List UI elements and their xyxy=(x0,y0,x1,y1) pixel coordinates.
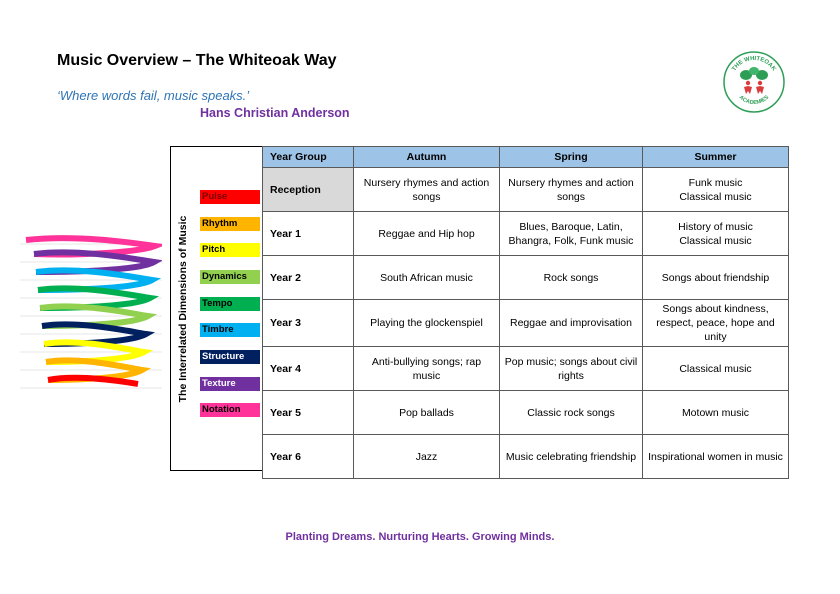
header-year-group: Year Group xyxy=(263,147,354,168)
dimension-dynamics: Dynamics xyxy=(200,270,260,284)
dimension-rhythm: Rhythm xyxy=(200,217,260,231)
dimension-notation: Notation xyxy=(200,403,260,417)
dimension-pitch: Pitch xyxy=(200,243,260,257)
year-cell: Year 3 xyxy=(263,300,354,347)
spring-cell: Music celebrating friendship xyxy=(500,435,643,479)
table-row xyxy=(263,212,789,256)
spring-cell: Classic rock songs xyxy=(500,391,643,435)
spring-cell: Nursery rhymes and action songs xyxy=(500,168,643,212)
dimensions-label: The Interrelated Dimensions of Music xyxy=(177,215,189,402)
year-cell: Year 4 xyxy=(263,347,354,391)
table-row xyxy=(263,391,789,435)
table-row xyxy=(263,435,789,479)
spring-cell: Blues, Baroque, Latin, Bhangra, Folk, Funk music xyxy=(500,212,643,256)
svg-text:THE WHITEOAK: THE WHITEOAK xyxy=(731,55,777,73)
summer-cell: Songs about friendship xyxy=(643,256,789,300)
autumn-cell: Playing the glockenspiel xyxy=(354,300,500,347)
autumn-cell: Nursery rhymes and action songs xyxy=(354,168,500,212)
quote-author: Hans Christian Anderson xyxy=(200,106,350,120)
table-row xyxy=(263,168,789,212)
header-autumn: Autumn xyxy=(354,147,500,168)
autumn-cell: Pop ballads xyxy=(354,391,500,435)
summer-cell: Motown music xyxy=(643,391,789,435)
autumn-cell: South African music xyxy=(354,256,500,300)
year-cell: Year 2 xyxy=(263,256,354,300)
dimensions-spiral-icon xyxy=(20,232,162,392)
header-summer: Summer xyxy=(643,147,789,168)
year-cell: Year 6 xyxy=(263,435,354,479)
svg-text:ACADEMIES: ACADEMIES xyxy=(737,94,771,107)
table-header-row xyxy=(263,147,789,168)
quote: ‘Where words fail, music speaks.’ xyxy=(57,88,250,103)
year-cell: Year 1 xyxy=(263,212,354,256)
autumn-cell: Reggae and Hip hop xyxy=(354,212,500,256)
dimension-texture: Texture xyxy=(200,377,260,391)
summer-cell: Songs about kindness, respect, peace, hope and unity xyxy=(643,300,789,347)
spring-cell: Reggae and improvisation xyxy=(500,300,643,347)
summer-cell: Classical music xyxy=(643,347,789,391)
autumn-cell: Anti-bullying songs; rap music xyxy=(354,347,500,391)
table-row xyxy=(263,256,789,300)
spring-cell: Pop music; songs about civil rights xyxy=(500,347,643,391)
dimension-tempo: Tempo xyxy=(200,297,260,311)
year-cell: Year 5 xyxy=(263,391,354,435)
year-cell: Reception xyxy=(263,168,354,212)
summer-cell: History of music Classical music xyxy=(643,212,789,256)
whiteoak-logo xyxy=(722,50,786,114)
table-row xyxy=(263,300,789,347)
summer-cell: Inspirational women in music xyxy=(643,435,789,479)
spring-cell: Rock songs xyxy=(500,256,643,300)
dimension-timbre: Timbre xyxy=(200,323,260,337)
header-spring: Spring xyxy=(500,147,643,168)
dimension-pulse: Pulse xyxy=(200,190,260,204)
dimension-structure: Structure xyxy=(200,350,260,364)
music-overview-table xyxy=(262,146,789,479)
footer-motto: Planting Dreams. Nurturing Hearts. Growing Minds. xyxy=(285,531,555,543)
autumn-cell: Jazz xyxy=(354,435,500,479)
summer-cell: Funk music Classical music xyxy=(643,168,789,212)
page-title: Music Overview – The Whiteoak Way xyxy=(57,52,337,69)
table-row xyxy=(263,347,789,391)
